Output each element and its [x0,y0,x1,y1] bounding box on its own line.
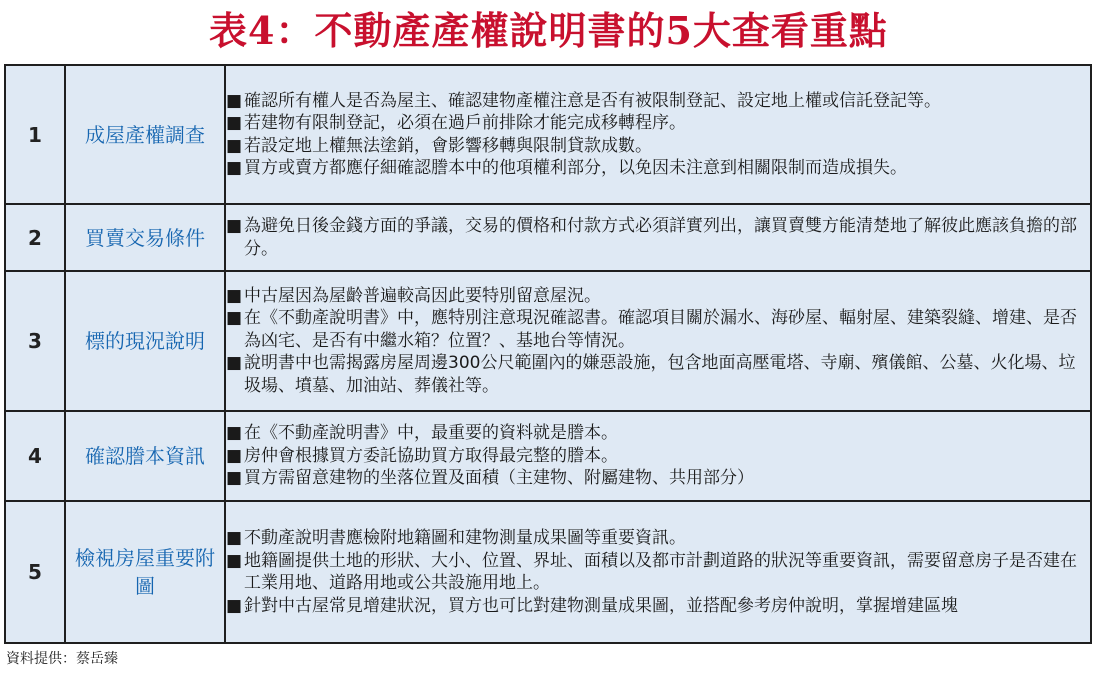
row-topic: 買賣交易條件 [65,204,225,271]
square-bullet-icon: ■ [226,135,243,156]
row-points [225,65,1091,204]
row-points [225,411,1091,501]
list-item: ■ 房仲會根據買方委託協助買方取得最完整的謄本。 [226,445,618,466]
row-topic: 成屋產權調查 [65,65,225,204]
list-item: ■ 針對中古屋常見增建狀況，買方也可比對建物測量成果圖，並搭配參考房仲說明，掌握增建區塊 [226,595,958,616]
square-bullet-icon: ■ [226,468,243,489]
row-topic: 標的現況說明 [65,271,225,411]
table-row [5,501,1091,643]
row-number: 1 [5,65,65,204]
row-number: 2 [5,204,65,271]
square-bullet-icon: ■ [226,113,243,133]
list-item: ■ 確認所有權人是否為屋主、確認建物產權注意是否有被限制登記、設定地上權或信託登記等。 [226,90,941,111]
row-topic: 檢視房屋重要附圖 [65,501,225,643]
table-row [5,204,1091,271]
list-item: ■ 若設定地上權無法塗銷，會影響移轉與限制貸款成數。 [226,135,652,156]
square-bullet-icon: ■ [226,445,243,466]
square-bullet-icon: ■ [226,423,243,444]
row-topic: 確認謄本資訊 [65,411,225,501]
square-bullet-icon: ■ [226,90,243,111]
table-row [5,411,1091,501]
row-number: 4 [5,411,65,501]
list-item: ■ 說明書中也需揭露房屋周邊300公尺範圍內的嫌惡設施，包含地面高壓電塔、寺廟、殯儀館、公墓、火化場、垃圾場、墳墓、加油站、葬儀社等。 [226,353,1076,396]
page-title: 表4：不動產產權說明書的5大查看重點 [209,8,888,53]
square-bullet-icon: ■ [226,595,243,616]
list-item: ■ 在《不動產說明書》中，應特別注意現況確認書。確認項目關於漏水、海砂屋、輻射屋、建築裂縫、增建、是否為凶宅、是否有中繼水箱？位置？、基地台等情況。 [226,308,1077,351]
row-points [225,501,1091,643]
list-item: ■ 中古屋因為屋齡普遍較高因此要特別留意屋況。 [226,285,601,306]
source-credit: 資料提供：蔡岳臻 [6,651,118,667]
list-item: ■ 買方需留意建物的坐落位置及面積（主建物、附屬建物、共用部分） [226,468,754,489]
list-item: ■ 不動產說明書應檢附地籍圖和建物測量成果圖等重要資訊。 [226,528,686,548]
square-bullet-icon: ■ [226,216,243,236]
list-item: ■ 若建物有限制登記，必須在過戶前排除才能完成移轉程序。 [226,113,686,133]
row-number: 3 [5,271,65,411]
row-points [225,204,1091,271]
table-row [5,271,1091,411]
list-item: ■ 買方或賣方都應仔細確認謄本中的他項權利部分，以免因未注意到相關限制而造成損失。 [226,158,907,178]
square-bullet-icon: ■ [226,285,243,306]
row-points [225,271,1091,411]
key-points-table [4,64,1092,644]
table-row [5,65,1091,204]
square-bullet-icon: ■ [226,308,243,329]
list-item: ■ 在《不動產說明書》中，最重要的資料就是謄本。 [226,423,618,444]
square-bullet-icon: ■ [226,158,243,178]
list-item: ■ 地籍圖提供土地的形狀、大小、位置、界址、面積以及都市計劃道路的狀況等重要資訊，需要留意房子是否建在工業用地、道路用地或公共設施用地上。 [226,550,1077,593]
list-item: ■ 為避免日後金錢方面的爭議，交易的價格和付款方式必須詳實列出，讓買賣雙方能清楚地了解彼此應該負擔的部分。 [226,216,1077,259]
row-number: 5 [5,501,65,643]
square-bullet-icon: ■ [226,353,243,374]
square-bullet-icon: ■ [226,550,243,571]
square-bullet-icon: ■ [226,528,243,548]
